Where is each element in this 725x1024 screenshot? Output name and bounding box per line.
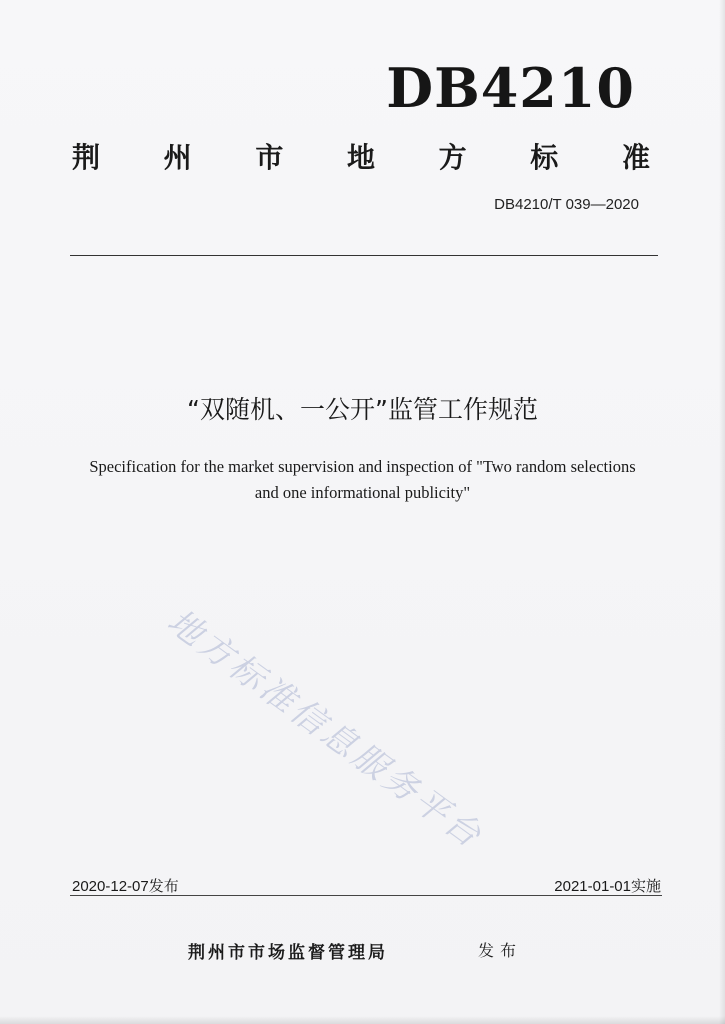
standard-type-char: 荆	[72, 141, 101, 174]
standard-type-char: 地	[346, 141, 375, 174]
standard-type-char: 准	[621, 141, 650, 174]
issuing-action: 发布	[478, 941, 523, 960]
title-english	[60, 454, 665, 506]
header-divider	[70, 255, 658, 256]
footer-divider	[70, 895, 662, 896]
standard-type-char: 市	[255, 141, 284, 174]
issue-date: 2020-12-07发布	[72, 878, 179, 895]
implementation-date: 2021-01-01实施	[554, 878, 661, 895]
watermark: 地方标准信息服务平台	[159, 601, 491, 858]
standard-type-char: 方	[438, 141, 467, 174]
standard-code: DB4210	[386, 56, 635, 120]
title-english-line: and one informational publicity"	[254, 483, 471, 502]
title-chinese: “双随机、一公开”监管工作规范	[187, 395, 538, 424]
scan-edge	[719, 0, 725, 1024]
standard-number: DB4210/T 039—2020	[494, 196, 639, 213]
title-english-line: Specification for the market supervision and inspection of "Two random selections	[89, 457, 636, 476]
standard-type	[72, 136, 650, 176]
issuing-authority: 荆州市市场监督管理局	[188, 943, 388, 963]
standard-type-char: 标	[530, 141, 559, 174]
scan-edge	[0, 1016, 725, 1024]
standard-type-char: 州	[163, 141, 192, 174]
